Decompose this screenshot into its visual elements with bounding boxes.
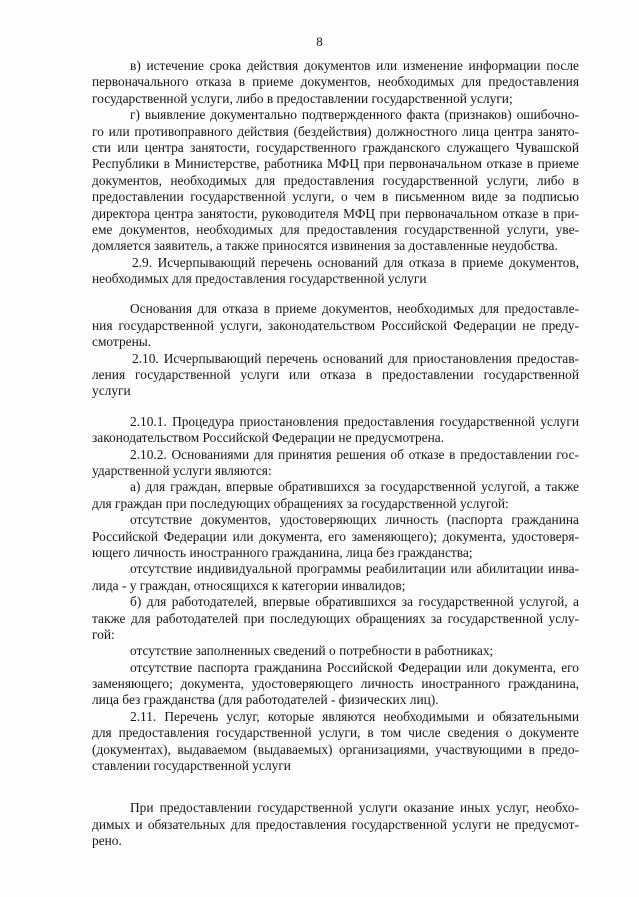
section-heading-2-9-cont: необходимых для предоставления государственной услуги xyxy=(92,271,427,287)
section-heading-2-11-cont: (документах), выдаваемом (выдаваемых) организациями, участвующими в предо- xyxy=(92,741,579,757)
text-line: а) для граждан, впервые обратившихся за государственной услугой, а также xyxy=(130,479,579,495)
text-line: г) выявление документально подтвержденного факта (признаков) ошибочно- xyxy=(130,107,579,123)
page-number: 8 xyxy=(316,34,323,49)
text-line: димых и обязательных для предоставления государственной услуги не предусмот- xyxy=(92,816,579,832)
text-line: заменяющего; документа, удостоверяющего личность иностранного гражданина, xyxy=(92,676,579,692)
text-line: еме документов, необходимых для предоставления государственной услуги, уве- xyxy=(92,221,579,237)
text-line: домляется заявитель, а также приносятся извинения за доставленные неудобства. xyxy=(92,238,558,254)
text-line: отсутствие заполненных сведений о потребности в работниках; xyxy=(130,643,494,659)
spacer xyxy=(92,400,579,414)
text-line: го или противоправного действия (бездействия) должностного лица центра занято- xyxy=(92,123,579,139)
text-line: законодательством Российской Федерации не предусмотрена. xyxy=(92,430,445,446)
text-line: Республики в Министерстве, работника МФЦ при первоначальном отказе в приеме xyxy=(92,156,579,172)
text-line: 2.10.2. Основаниями для принятия решения об отказе в предоставлении гос- xyxy=(130,446,579,462)
text-line: гой: xyxy=(92,626,115,642)
text-line: для граждан при последующих обращениях за государственной услугой: xyxy=(92,495,509,511)
text-line: б) для работодателей, впервые обратившихся за государственной услугой, а xyxy=(130,594,579,610)
text-line: государственной услуги, либо в предоставлении государственной услуги; xyxy=(92,90,513,106)
text-line: Российской Федерации или документа, его заменяющего); документа, удостоверя- xyxy=(92,528,579,544)
section-heading-2-11: 2.11. Перечень услуг, которые являются необходимыми и обязательными xyxy=(130,708,579,724)
spacer xyxy=(92,788,579,800)
text-line: сти или центра занятости, государственного гражданского служащего Чувашской xyxy=(92,139,579,155)
section-heading-2-11-cont: для предоставления государственной услуги, в том числе сведения о документе xyxy=(92,725,579,741)
text-line: Основания для отказа в приеме документов, необходимых для предоставле- xyxy=(130,301,579,317)
text-line: ния государственной услуги, законодательством Российской Федерации не преду- xyxy=(92,317,579,333)
section-heading-2-10-cont: услуги xyxy=(92,383,131,399)
text-line: лида - у граждан, относящихся к категории инвалидов; xyxy=(92,577,406,593)
text-line: документов, необходимых для предоставления государственной услуги, либо в xyxy=(92,172,579,188)
text-line: директора центра занятости, руководителя МФЦ при первоначальном отказе в при- xyxy=(92,205,579,221)
text-line: ющего личность иностранного гражданина, лица без гражданства; xyxy=(92,544,473,560)
text-line: смотрены. xyxy=(92,334,152,350)
text-line: При предоставлении государственной услуги оказание иных услуг, необхо- xyxy=(130,800,579,816)
text-line: предоставлении государственной услуги, о чем в письменном виде за подписью xyxy=(92,189,579,205)
text-line: ударственной услуги являются: xyxy=(92,462,272,478)
text-line: также для работодателей при последующих обращениях за государственной услу- xyxy=(92,610,579,626)
text-line: первоначального отказа в приеме документов, необходимых для предоставления xyxy=(92,74,579,90)
text-line: в) истечение срока действия документов или изменение информации после xyxy=(130,58,579,73)
spacer xyxy=(92,287,579,301)
text-line: лица без гражданства (для работодателей - физических лиц). xyxy=(92,692,439,708)
section-heading-2-10: 2.10. Исчерпывающий перечень оснований для приостановления предостав- xyxy=(132,350,579,366)
document-body xyxy=(92,58,579,850)
text-line: 2.10.1. Процедура приостановления предоставления государственной услуги xyxy=(130,413,579,429)
text-line: отсутствие паспорта гражданина Российской Федерации или документа, его xyxy=(130,659,579,675)
section-heading-2-9: 2.9. Исчерпывающий перечень оснований для отказа в приеме документов, xyxy=(132,254,579,270)
section-heading-2-11-cont: ставлении государственной услуги xyxy=(92,758,291,774)
text-line: отсутствие индивидуальной программы реабилитации или абилитации инва- xyxy=(130,561,579,577)
section-heading-2-10-cont: ления государственной услуги или отказа в предоставлении государственной xyxy=(92,367,579,383)
text-line: рено. xyxy=(92,833,122,849)
text-line: отсутствие документов, удостоверяющих личность (паспорта гражданина xyxy=(130,512,579,528)
spacer xyxy=(92,774,579,788)
